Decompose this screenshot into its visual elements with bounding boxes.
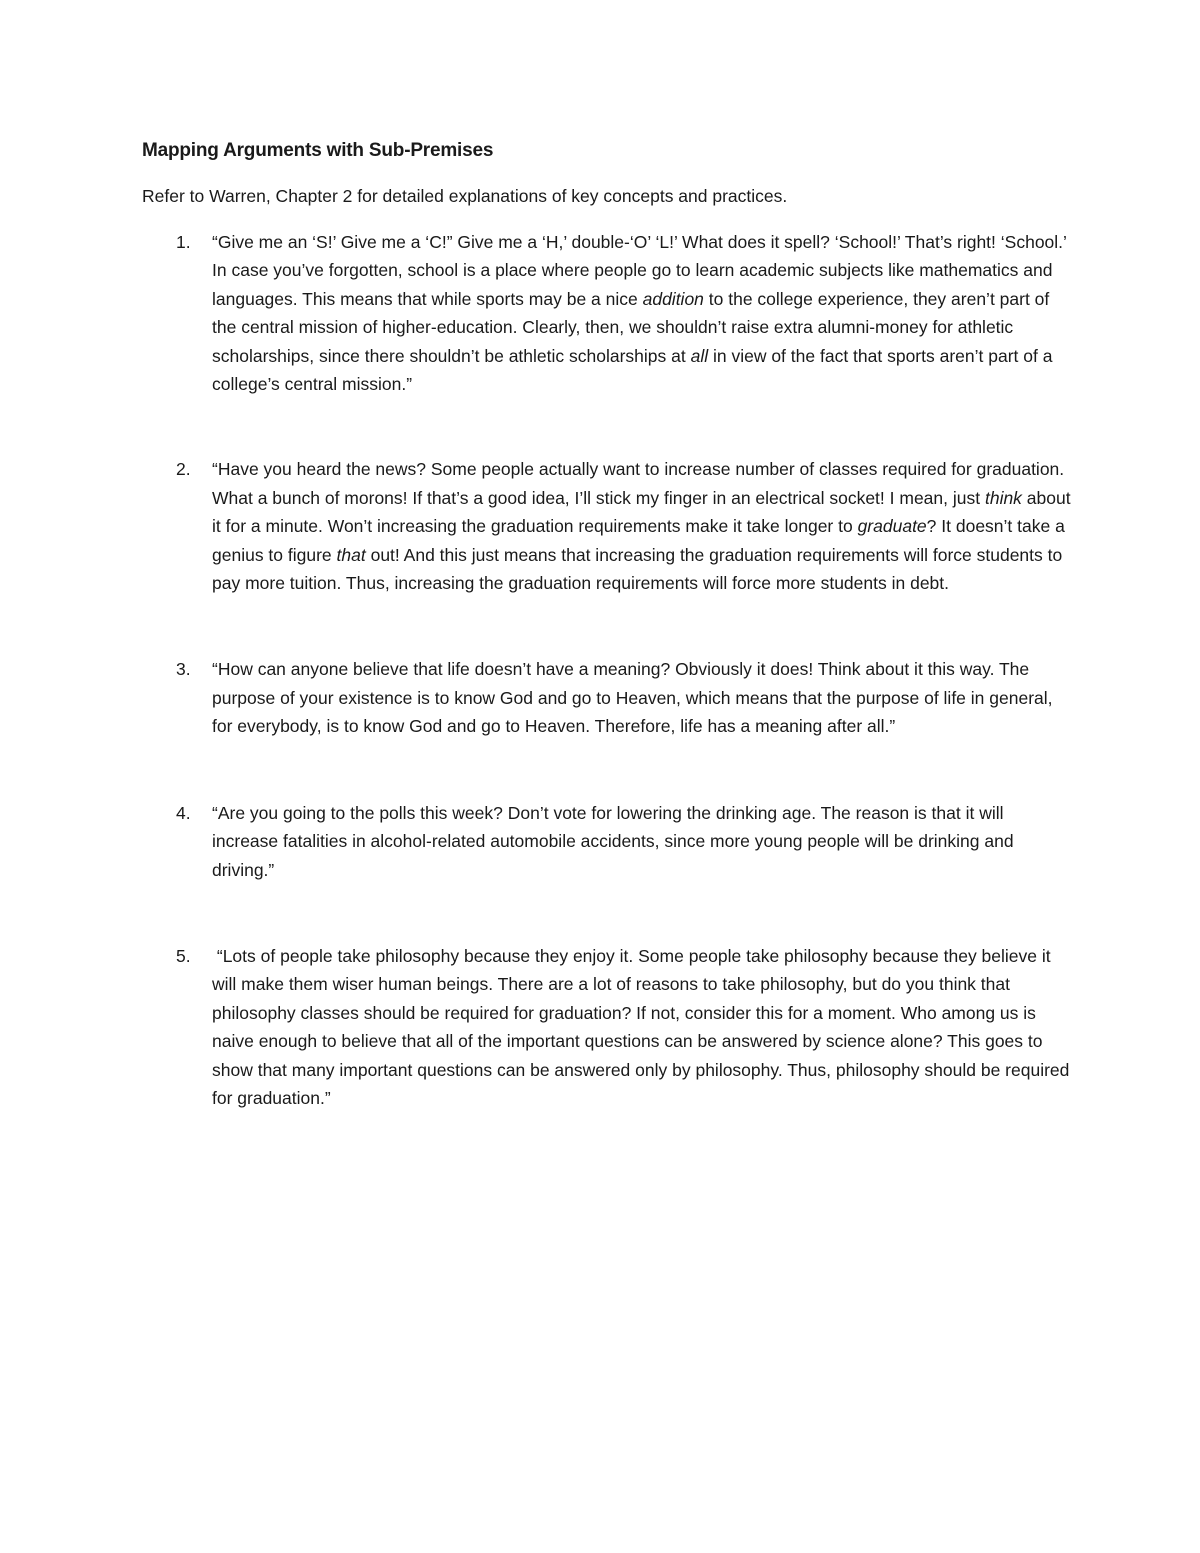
list-item-1 bbox=[142, 228, 1072, 398]
item-1-text-c: in view of the fact that sports aren’t part of a college’s central mission.” bbox=[212, 345, 1053, 395]
item-1-emphasis-addition: addition bbox=[642, 288, 704, 309]
list-item-2 bbox=[142, 455, 1072, 597]
item-1-emphasis-all: all bbox=[690, 345, 709, 366]
item-2-emphasis-graduate: graduate bbox=[857, 516, 927, 537]
list-item-3 bbox=[142, 655, 1072, 740]
item-1-text-b: to the college experience, they aren’t part of the central mission of higher-education. Clearly, then, we shouldn’t raise extra alumni-money for athletic scholarships, since there shouldn’t be athletic scholarships at bbox=[212, 288, 1050, 366]
item-2-text-b: about it for a minute. Won’t increasing the graduation requirements make it take longer to bbox=[212, 487, 1071, 537]
document-page bbox=[142, 140, 1075, 1112]
item-number-4: 4. bbox=[176, 802, 191, 823]
item-5-text: “Lots of people take philosophy because they enjoy it. Some people take philosophy because they believe it will make them wiser human beings. There are a lot of reasons to take philosophy, but do you think that philosophy classes should be required for graduation? If not, consider this for a moment. Who among us is naive enough to believe that all of the important questions can be answered by science alone? This goes to show that many important questions can be answered only by philosophy. Thus, philosophy should be required for graduation.” bbox=[212, 945, 1075, 1108]
item-number-3: 3. bbox=[176, 659, 191, 680]
item-2-text-a: “Have you heard the news? Some people actually want to increase number of classes required for graduation. What a bunch of morons! If that’s a good idea, I’ll stick my finger in an electrical socket! I mean, just bbox=[212, 459, 1065, 508]
document-title: Mapping Arguments with Sub-Premises bbox=[142, 140, 494, 161]
item-2-emphasis-think: think bbox=[984, 487, 1022, 508]
item-1-text-a: “Give me an ‘S!’ Give me a ‘C!” Give me a ‘H,’ double-‘O’ ‘L!’ What does it spell? ‘School!’ That’s right! ‘School.’ In case you’ve forgotten, school is a place where people go to learn academic subjects like mathematics and languages. This means that while sports may be a nice bbox=[212, 232, 1067, 309]
item-4-text: “Are you going to the polls this week? Don’t vote for lowering the drinking age. The reason is that it will increase fatalities in alcohol-related automobile accidents, since more young people will be drinking and driving.” bbox=[212, 802, 1014, 880]
item-number-1: 1. bbox=[176, 232, 191, 252]
intro-text: Refer to Warren, Chapter 2 for detailed explanations of key concepts and practices. bbox=[142, 186, 788, 206]
item-2-emphasis-that: that bbox=[336, 544, 366, 565]
item-2-text-c: ? It doesn’t take a genius to figure bbox=[212, 516, 1065, 565]
list-item-4 bbox=[142, 799, 1072, 884]
item-3-text: “How can anyone believe that life doesn’t have a meaning? Obviously it does! Think about it this way. The purpose of your existence is to know God and go to Heaven, which means that the purpose of life in general, for everybody, is to know God and go to Heaven. Therefore, life has a meaning after all.” bbox=[212, 659, 1053, 737]
item-2-text-d: out! And this just means that increasing the graduation requirements will force students to pay more tuition. Thus, increasing the graduation requirements will force more students in debt. bbox=[212, 544, 1063, 594]
argument-list bbox=[142, 228, 1075, 1112]
item-number-2: 2. bbox=[176, 459, 191, 480]
item-number-5: 5. bbox=[176, 945, 191, 966]
list-item-5 bbox=[142, 942, 1075, 1112]
